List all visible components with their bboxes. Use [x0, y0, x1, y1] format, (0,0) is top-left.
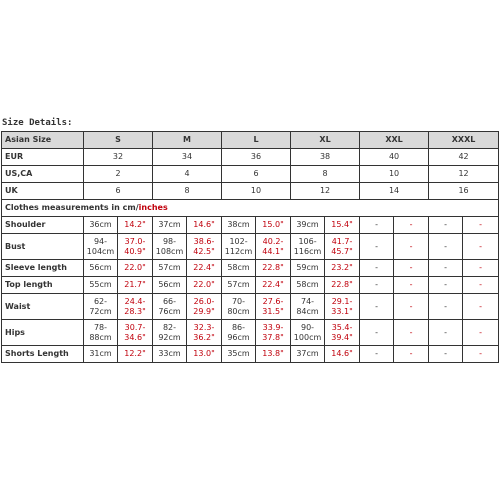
inch-value: 40.2- 44.1" — [256, 234, 291, 260]
inch-value: 22.0" — [187, 277, 222, 294]
size-value: 40 — [360, 149, 429, 166]
section-header — [2, 200, 499, 217]
row-label: Sleeve length — [2, 260, 84, 277]
size-value: 12 — [291, 183, 360, 200]
row-label: Top length — [2, 277, 84, 294]
inch-value: - — [463, 260, 499, 277]
row-label: US,CA — [2, 166, 84, 183]
row-label: Shoulder — [2, 217, 84, 234]
measurement-row — [2, 346, 499, 363]
regional-row — [2, 166, 499, 183]
inch-value: 15.0" — [256, 217, 291, 234]
cm-value: - — [360, 234, 394, 260]
cm-value: - — [429, 260, 463, 277]
size-header: S — [84, 132, 153, 149]
page-title: Size Details: — [2, 118, 73, 128]
inch-value: 13.8" — [256, 346, 291, 363]
inch-value: 22.0" — [118, 260, 153, 277]
size-value: 14 — [360, 183, 429, 200]
cm-value: - — [429, 346, 463, 363]
cm-value: 39cm — [291, 217, 325, 234]
cm-value: 55cm — [84, 277, 118, 294]
size-value: 8 — [153, 183, 222, 200]
inch-value: 13.0" — [187, 346, 222, 363]
inch-value: - — [394, 217, 429, 234]
size-value: 36 — [222, 149, 291, 166]
cm-value: 56cm — [84, 260, 118, 277]
inch-value: 33.9- 37.8" — [256, 320, 291, 346]
size-value: 10 — [222, 183, 291, 200]
inch-value: 22.8" — [325, 277, 360, 294]
inch-value: 26.0- 29.9" — [187, 294, 222, 320]
section-prefix: Clothes measurements in cm/ — [5, 203, 139, 212]
inch-value: 32.3- 36.2" — [187, 320, 222, 346]
size-value: 12 — [429, 166, 499, 183]
cm-value: 33cm — [153, 346, 187, 363]
inch-value: 23.2" — [325, 260, 360, 277]
cm-value: 35cm — [222, 346, 256, 363]
row-label: Bust — [2, 234, 84, 260]
cm-value: 66- 76cm — [153, 294, 187, 320]
inch-value: 35.4- 39.4" — [325, 320, 360, 346]
section-highlight: inches — [138, 203, 168, 212]
inch-value: - — [463, 294, 499, 320]
cm-value: 58cm — [291, 277, 325, 294]
inch-value: 22.4" — [256, 277, 291, 294]
cm-value: 37cm — [291, 346, 325, 363]
cm-value: 62- 72cm — [84, 294, 118, 320]
size-value: 6 — [84, 183, 153, 200]
inch-value: 14.6" — [325, 346, 360, 363]
cm-value: - — [360, 294, 394, 320]
regional-row — [2, 183, 499, 200]
cm-value: - — [429, 294, 463, 320]
measurement-row — [2, 234, 499, 260]
size-header: XL — [291, 132, 360, 149]
size-value: 2 — [84, 166, 153, 183]
measurement-row — [2, 260, 499, 277]
size-value: 10 — [360, 166, 429, 183]
row-label: EUR — [2, 149, 84, 166]
inch-value: - — [463, 217, 499, 234]
inch-value: 14.6" — [187, 217, 222, 234]
cm-value: 74- 84cm — [291, 294, 325, 320]
measurement-row — [2, 320, 499, 346]
cm-value: 82- 92cm — [153, 320, 187, 346]
cm-value: 78- 88cm — [84, 320, 118, 346]
cm-value: 70- 80cm — [222, 294, 256, 320]
header-label: Asian Size — [2, 132, 84, 149]
row-label: Hips — [2, 320, 84, 346]
size-value: 16 — [429, 183, 499, 200]
cm-value: - — [360, 260, 394, 277]
cm-value: 57cm — [222, 277, 256, 294]
measurement-row — [2, 277, 499, 294]
size-value: 8 — [291, 166, 360, 183]
size-header: XXXL — [429, 132, 499, 149]
inch-value: - — [463, 320, 499, 346]
size-value: 4 — [153, 166, 222, 183]
cm-value: 56cm — [153, 277, 187, 294]
cm-value: - — [360, 277, 394, 294]
cm-value: 31cm — [84, 346, 118, 363]
cm-value: 106- 116cm — [291, 234, 325, 260]
inch-value: - — [394, 234, 429, 260]
inch-value: 30.7- 34.6" — [118, 320, 153, 346]
size-header: L — [222, 132, 291, 149]
cm-value: - — [360, 217, 394, 234]
section-row — [2, 200, 499, 217]
cm-value: 38cm — [222, 217, 256, 234]
inch-value: - — [394, 346, 429, 363]
cm-value: - — [429, 217, 463, 234]
cm-value: 58cm — [222, 260, 256, 277]
inch-value: 41.7- 45.7" — [325, 234, 360, 260]
inch-value: 22.4" — [187, 260, 222, 277]
size-value: 38 — [291, 149, 360, 166]
inch-value: 14.2" — [118, 217, 153, 234]
measurement-row — [2, 217, 499, 234]
inch-value: 12.2" — [118, 346, 153, 363]
inch-value: - — [394, 260, 429, 277]
cm-value: 90- 100cm — [291, 320, 325, 346]
cm-value: - — [360, 346, 394, 363]
cm-value: - — [429, 277, 463, 294]
inch-value: 29.1- 33.1" — [325, 294, 360, 320]
cm-value: 86- 96cm — [222, 320, 256, 346]
inch-value: - — [463, 234, 499, 260]
size-value: 32 — [84, 149, 153, 166]
cm-value: 37cm — [153, 217, 187, 234]
cm-value: - — [429, 234, 463, 260]
row-label: Waist — [2, 294, 84, 320]
row-label: UK — [2, 183, 84, 200]
cm-value: 36cm — [84, 217, 118, 234]
size-table-body — [2, 132, 499, 363]
inch-value: - — [463, 277, 499, 294]
cm-value: - — [360, 320, 394, 346]
size-header: M — [153, 132, 222, 149]
cm-value: 98- 108cm — [153, 234, 187, 260]
cm-value: 59cm — [291, 260, 325, 277]
size-header: XXL — [360, 132, 429, 149]
inch-value: 27.6- 31.5" — [256, 294, 291, 320]
size-table — [1, 131, 499, 363]
inch-value: 38.6- 42.5" — [187, 234, 222, 260]
inch-value: - — [394, 277, 429, 294]
inch-value: 24.4- 28.3" — [118, 294, 153, 320]
inch-value: 37.0- 40.9" — [118, 234, 153, 260]
size-value: 34 — [153, 149, 222, 166]
inch-value: 15.4" — [325, 217, 360, 234]
inch-value: - — [463, 346, 499, 363]
size-value: 42 — [429, 149, 499, 166]
cm-value: 57cm — [153, 260, 187, 277]
measurement-row — [2, 294, 499, 320]
inch-value: - — [394, 294, 429, 320]
inch-value: 22.8" — [256, 260, 291, 277]
size-value: 6 — [222, 166, 291, 183]
inch-value: - — [394, 320, 429, 346]
regional-row — [2, 149, 499, 166]
header-row — [2, 132, 499, 149]
cm-value: 94- 104cm — [84, 234, 118, 260]
row-label: Shorts Length — [2, 346, 84, 363]
cm-value: - — [429, 320, 463, 346]
cm-value: 102- 112cm — [222, 234, 256, 260]
inch-value: 21.7" — [118, 277, 153, 294]
